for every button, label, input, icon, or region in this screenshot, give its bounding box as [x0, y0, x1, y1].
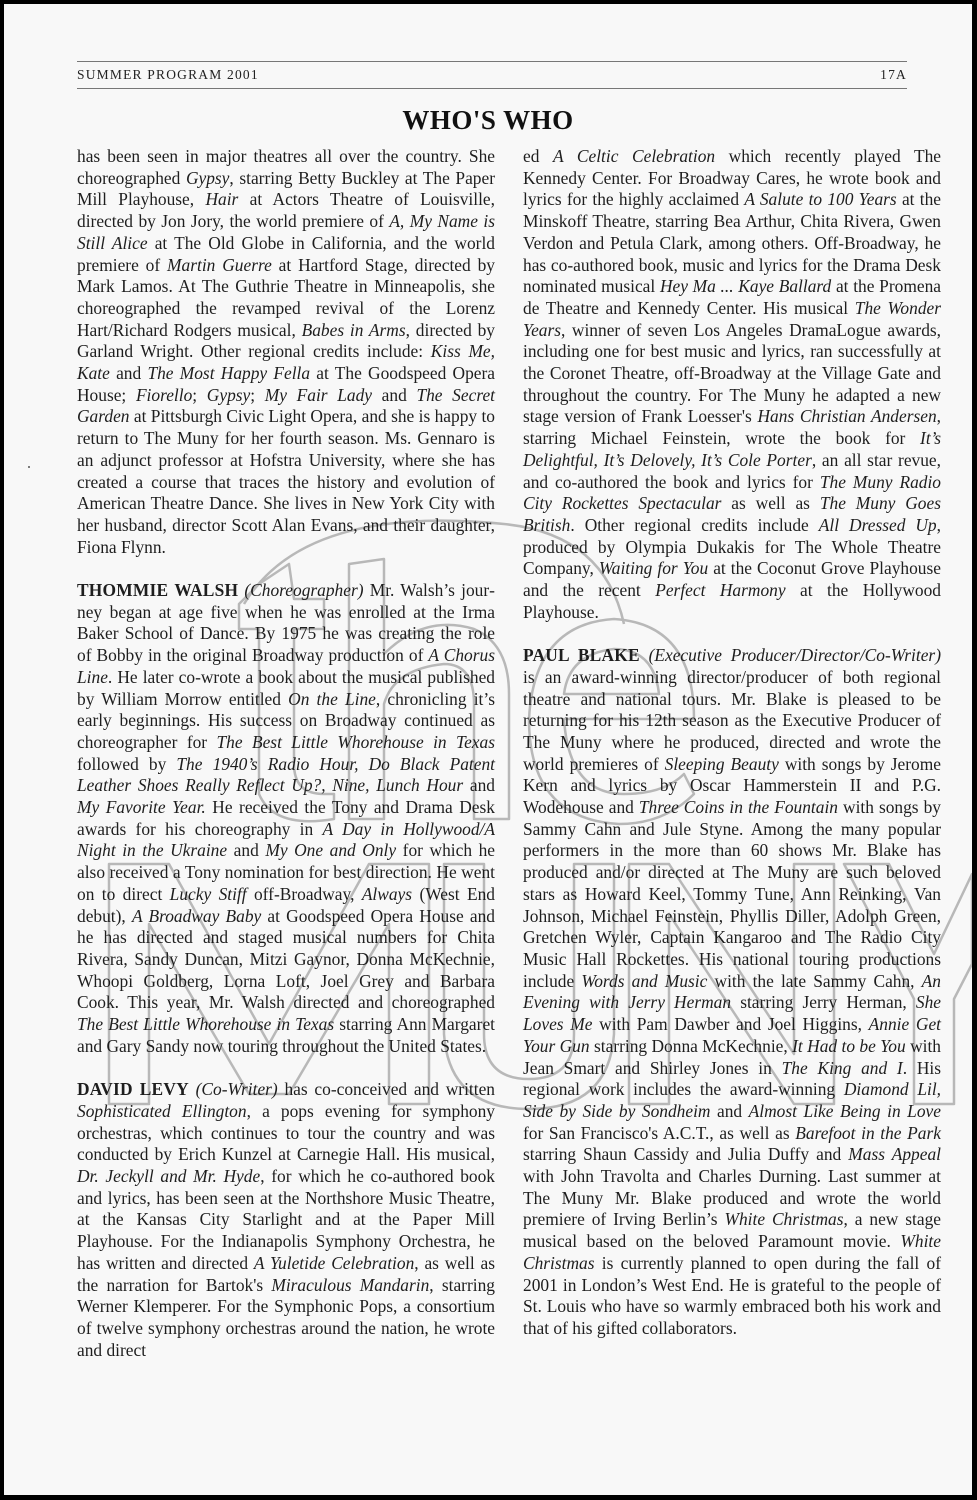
title-italic: The Muny Goes British [523, 493, 941, 535]
bio-name: DAVID LEVY [77, 1079, 189, 1100]
title-italic: Hey Ma ... Kaye Ballard [659, 276, 832, 297]
title-italic: On the Line [288, 688, 376, 709]
title-italic: The Secret Garden [77, 384, 495, 427]
title-italic: Sophisticated Ellington [77, 1100, 247, 1121]
title-italic: Hair [205, 189, 239, 210]
title-italic: My Favorite Year. [77, 797, 206, 818]
title-italic: Lucky Stiff [169, 883, 247, 904]
program-page [4, 4, 972, 1495]
title-italic: Words and Music [581, 970, 708, 991]
title-italic: White Christmas [523, 1231, 941, 1273]
title-italic: My One and Only [265, 840, 397, 861]
title-italic: A Day in Hollywood/A Night in the Ukraine [77, 818, 495, 861]
title-italic: Gypsy [185, 167, 230, 188]
page-number: 17A [880, 67, 907, 82]
title-italic: The Wonder Years [523, 297, 941, 340]
program-name: SUMMER PROGRAM 2001 [77, 67, 259, 82]
title-italic: Martin Guerre [167, 254, 272, 275]
bio-role: (Co-Writer) [195, 1079, 278, 1100]
title-italic: Gypsy [206, 384, 251, 405]
title-italic: A Chorus Line [77, 645, 495, 687]
title-italic: The King and I [781, 1057, 903, 1078]
title-italic: Sleeping Beauty [664, 753, 779, 774]
title-italic: The Most Happy Fella [147, 363, 311, 384]
bio-david-levy [77, 1079, 495, 1361]
title-italic: She Loves Me [523, 992, 942, 1035]
title-italic: Miraculous Mandarin [271, 1274, 430, 1295]
title-italic: Annie Get Your Gun [523, 1014, 941, 1056]
title-italic: Barefoot in the Park [795, 1122, 941, 1143]
bio-role: (Choreographer) [244, 580, 364, 601]
bio-role: (Executive Producer/Director/Co-Writer) [648, 645, 941, 666]
page-title: WHO'S WHO [402, 105, 574, 135]
title-italic: Mass Appeal [848, 1144, 941, 1165]
title-italic: The 1940’s Radio Hour, Do Black Patent Leather Shoes Really Reflect Up?, Nine, Lunch Hour [77, 753, 496, 796]
title-italic: Three Coins in the Fountain [638, 797, 838, 818]
title-italic: An Evening with Jerry Herman [523, 970, 941, 1013]
bio-paul-blake [523, 645, 941, 1340]
right-column [523, 146, 941, 1340]
title-italic: A Celtic Celebration [553, 146, 716, 166]
title-italic: Babes in Arms [301, 319, 406, 340]
title-italic: Kiss Me, Kate [77, 341, 496, 384]
title-italic: A Broadway Baby [131, 905, 262, 926]
title-italic: It’s Delightful, It’s Delovely, It’s Cole Porter [523, 428, 941, 470]
bio-text: Mr. Walsh’s journey began at age five when he was enrolled at the Irma Baker School of Dance. By 1975 he was creating the role of Bobby in the original Broadway production of A Chorus Line. He later co-wrote a book about the musical published by William Morrow entitled On the Line, chronicling it’s early beginnings. His success on Broadway continued as choreographer for The Best Little Whorehouse in Texas followed by The 1940’s Radio Hour, Do Black Patent Leather Shoes Really Reflect Up?, Nine, Lunch Hour and My Favorite Year. He received the Tony and Drama Desk awards for his choreography in A Day in Hollywood/A Night in the Ukraine and My One and Only for which he also received a Tony nomination for best direction. He went on to direct Lucky Stiff off-Broadway, Always (West End debut), A Broadway Baby at Goodspeed Opera House and he has directed and staged musical numbers for Chita Rivera, Sandy Duncan, Mitzi Gaynor, Donna McKechnie, Whoopi Goldberg, Lorna Loft, Joel Grey and Barbara Cook. This year, Mr. Walsh directed and choreographed The Best Little Whorehouse in Texas starring Ann Margaret and Gary Sandy now touring throughout the United States. [77, 580, 496, 1056]
title-italic: A, My Name is Still Alice [77, 211, 495, 253]
title-italic: White Christmas [724, 1209, 844, 1230]
title-italic: Dr. Jeckyll and Mr. Hyde [77, 1166, 261, 1187]
title-italic: My Fair Lady [264, 384, 372, 405]
title-italic: A Yuletide Celebration [253, 1252, 415, 1273]
title-italic: A Salute to 100 Years [744, 189, 897, 210]
bio-text: is an award-winning director/producer of both regional theatre and national tours. Mr. Blake is pleased to be returning for his 12th season as the Executive Producer of The Muny where he produced, directed and wrote the world premieres of Sleeping Beauty with songs by Jerome Kern and lyrics by Oscar Hammerstein II and P.G. Wodehouse and Three Coins in the Fountain with songs by Sammy Cahn and Jule Styne. Among the many popular performers in the more than 60 shows Mr. Blake has produced and/or directed at The Muny are such beloved stars as Howard Keel, Tommy Tune, Ann Reinking, Van Johnson, Michael Feinstein, Phyllis Diller, Adolph Green, Gretchen Wyler, Captain Kangaroo and The Radio City Music Hall Rockettes. His national touring productions include Words and Music with the late Sammy Cahn, An Evening with Jerry Herman starring Jerry Herman, She Loves Me with Pam Dawber and Joel Higgins, Annie Get Your Gun starring Donna McKechnie, It Had to be You with Jean Smart and Shirley Jones in The King and I. His regional work includes the award-winning Diamond Lil, Side by Side by Sondheim and Almost Like Being in Love for San Francisco's A.C.T., as well as Barefoot in the Park starring Shaun Cassidy and Julia Duffy and Mass Appeal with John Travolta and Charles Durning. Last summer at The Muny Mr. Blake produced and wrote the world premiere of Irving Berlin’s White Christmas, a new stage musical based on the beloved Paramount movie. White Christmas is currently planned to open during the fall of 2001 in London’s West End. He is grateful to the people of St. Louis who have so warmly embraced both his work and that of his gifted collaborators. [523, 666, 942, 1338]
title-italic: Perfect Harmony [655, 580, 786, 601]
title-italic: Diamond Lil, Side by Side by Sondheim [523, 1079, 942, 1121]
left-column [77, 146, 495, 1361]
title-italic: All Dressed Up [818, 514, 937, 535]
title-italic: The Muny Radio City Rockettes Spectacular [523, 471, 941, 514]
title-italic: Fiorello [135, 384, 193, 405]
bio-continuation: has been seen in major theatres all over the country. She choreographed Gypsy, starring Betty Buckley at The Paper Mill Playhouse, Hair at Actors Theatre of Louisville, directed by Jon Jory, the world premiere of A, My Name is Still Alice at The Old Globe in California, and the world premiere of Martin Guerre at Hartford Stage, directed by Mark Lamos. At The Guthrie Theatre in Minneapolis, she choreographed the revamped revival of the Lorenz Hart/Richard Rodgers musical, Babes in Arms, directed by Garland Wright. Other regional credits include: Kiss Me, Kate and The Most Happy Fella at The Goodspeed Opera House; Fiorello; Gypsy; My Fair Lady and The Secret Garden at Pittsburgh Civic Light Opera, and she is happy to return to The Muny for her fourth season. Ms. Gennaro is an adjunct professor at Hofstra University, where she has created a course that traces the history and evolution of American Theatre Dance. She lives in New York City with her husband, director Scott Alan Evans, and their daughter, Fiona Flynn. [77, 146, 496, 557]
bio-name: PAUL BLAKE [523, 645, 640, 666]
title-italic: It Had to be You [792, 1035, 906, 1056]
title-italic: The Best Little Whorehouse in Texas [77, 1014, 335, 1035]
title-italic: The Best Little Whorehouse in Texas [216, 731, 495, 752]
bio-continuation: ed A Celtic Celebration which recently played The Kennedy Center. For Broadway Cares, he wrote book and lyrics for the highly acclaimed A Salute to 100 Years at the Minskoff Theatre, starring Bea Arthur, Chita Rivera, Gwen Verdon and Petula Clark, among others. Off-Broadway, he has co-authored book, music and lyrics for the Drama Desk nominated musical Hey Ma ... Kaye Ballard at the Promena de Theatre and Kennedy Center. His musical The Wonder Years, winner of seven Los Angeles DramaLogue awards, including one for best music and lyrics, ran successfully at the Coronet Theatre, off-Broadway at the Village Gate and throughout the country. For The Muny he adapted a new stage version of Frank Loesser's Hans Christian Andersen, starring Michael Feinstein, wrote the book for It’s Delightful, It’s Delovely, It’s Cole Porter, an all star revue, and co-authored the book and lyrics for The Muny Radio City Rockettes Spectacular as well as The Muny Goes British. Other regional credits include All Dressed Up, produced by Olympia Dukakis for The Whole Theatre Company, Waiting for You at the Coconut Grove Playhouse and the recent Perfect Harmony at the Hollywood Playhouse. [523, 146, 942, 622]
running-header [77, 61, 907, 89]
bio-thommie-walsh [77, 580, 495, 1057]
bio-name: THOMMIE WALSH [77, 580, 239, 601]
title-italic: Always [361, 883, 413, 904]
title-italic: Almost Like Being in Love [748, 1100, 941, 1121]
title-italic: Hans Christian Andersen [757, 406, 937, 427]
scan-speck [28, 466, 30, 468]
title-italic: Waiting for You [598, 558, 709, 579]
bio-text: has co-conceived and written Sophisticated Ellington, a pops evening for symphony orchestras, which continues to tour the country and was conducted by Erich Kunzel at Carnegie Hall. His musical, Dr. Jeckyll and Mr. Hyde, for which he co-authored book and lyrics, has been seen at the Northshore Music Theatre, at the Kansas City Starlight and at the Paper Mill Playhouse. For the Indianapolis Symphony Orchestra, he has written and directed A Yuletide Celebration, as well as the narration for Bartok's Miraculous Mandarin, starring Werner Klemperer. For the Symphonic Pops, a consortium of twelve symphony orchestras around the nation, he wrote and direct [77, 1079, 496, 1360]
